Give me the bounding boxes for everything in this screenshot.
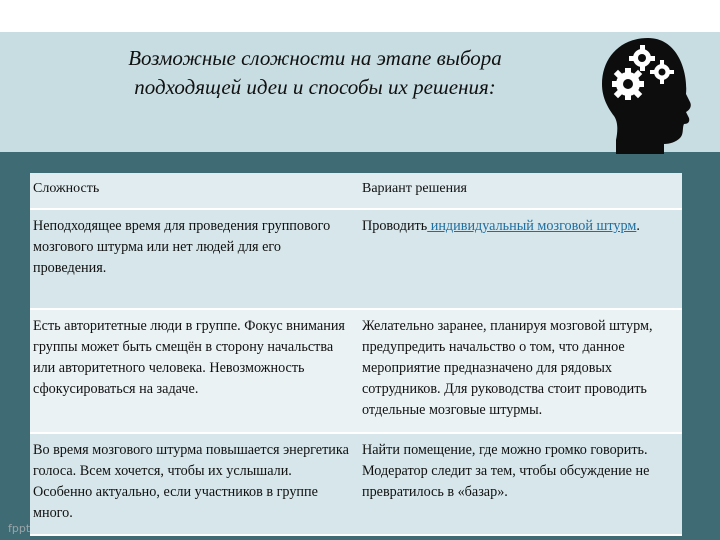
problem-cell: Неподходящее время для проведения группового мозгового штурма или нет людей для его проведения.: [30, 209, 356, 309]
solution-cell: [356, 209, 682, 309]
solution-text: Проводить: [362, 218, 428, 234]
problem-cell: Во время мозгового штурма повышается энергетика голоса. Всем хочется, чтобы их услышали. Особенно актуально, если участников в группе много.: [30, 433, 356, 535]
slide-title: [60, 44, 570, 102]
top-strip: [0, 0, 720, 32]
column-header-solution: Вариант решения: [356, 173, 682, 209]
problems-solutions-table: [30, 173, 682, 536]
problem-cell: Есть авторитетные люди в группе. Фокус внимания группы может быть смещён в сторону начальства или авторитетного человека. Невозможность сфокусироваться на задаче.: [30, 309, 356, 433]
table-row: [30, 209, 682, 309]
individual-brainstorm-link[interactable]: индивидуальный мозговой штурм: [427, 218, 637, 234]
column-header-problem: Сложность: [30, 173, 356, 209]
title-line-1: Возможные сложности на этапе выбора: [128, 46, 502, 70]
head-with-gears-icon: [590, 32, 700, 154]
table-row: [30, 309, 682, 433]
table-row: [30, 433, 682, 535]
solution-cell: Найти помещение, где можно громко говорить. Модератор следит за тем, чтобы обсуждение не превратилось в «базар».: [356, 433, 682, 535]
title-line-2: подходящей идеи и способы их решения:: [134, 75, 496, 99]
solution-suffix: .: [636, 218, 640, 234]
brand-logo: fppt: [8, 522, 31, 535]
solution-cell: Желательно заранее, планируя мозговой штурм, предупредить начальство о том, что данное мероприятие предназначено для рядовых сотрудников. Для руководства стоит проводить отдельные мозговые штурмы.: [356, 309, 682, 433]
table-header-row: [30, 173, 682, 209]
